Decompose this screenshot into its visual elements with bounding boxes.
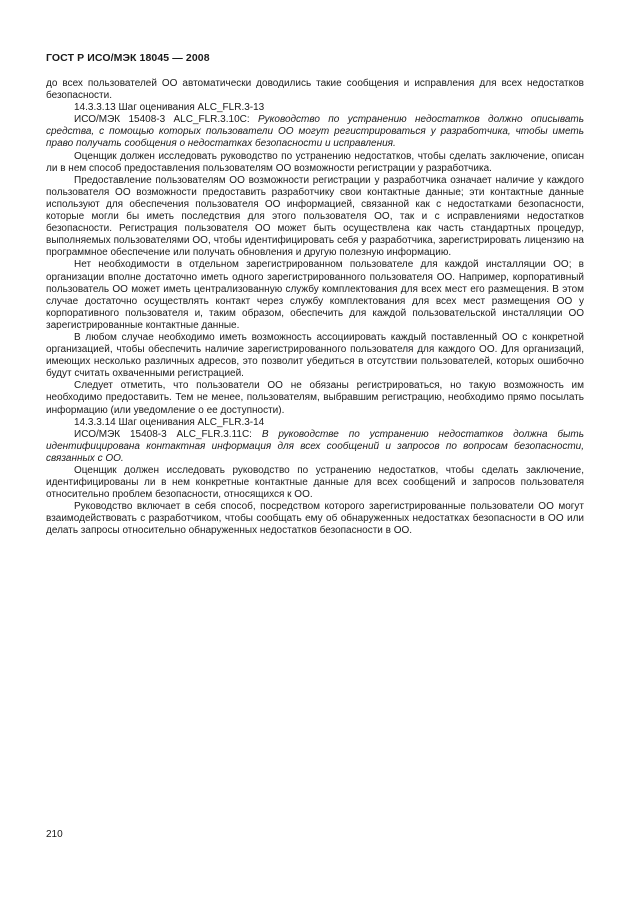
requirement-text: Руководство по устранению недостатков должно описывать средства, с помощью которых пользователи ОО могут регистрироваться у разработчика, чтобы иметь право получать сообщения о недостатках безопасности и исправления. [46,114,584,150]
page-number: 210 [46,829,63,840]
requirement-ref: ИСО/МЭК 15408-3 ALC_FLR.3.10C: [74,114,258,126]
page-header: ГОСТ Р ИСО/МЭК 18045 — 2008 [46,52,210,64]
paragraph: Предоставление пользователям ОО возможности регистрации у разработчика означает наличие у каждого пользователя ОО возможности предоставить разработчику свои контактные данные; эти контактные данные используют для обеспечения пользователя ОО информацией, связанной как с недостатками безопасности, которые могли бы иметь последствия для этого пользователя ОО, так и с исправлениями недостатков безопасности. Регистрация пользователя ОО может быть осуществлена как часть стандартных процедур, выполняемых пользователями ОО, чтобы идентифицировать себя у разработчика, зарегистрировать лицензию на программное обеспечение или получать обновления и другую полезную информацию. [46,174,584,259]
requirement-text: В руководстве по устранению недостатков должна быть идентифицирована контактная информация для всех сообщений и запросов по вопросам безопасности, связанных с ОО. [46,428,584,464]
paragraph: до всех пользователей ОО автоматически доводились такие сообщения и исправления для всех недостатков безопасности. [46,78,584,102]
page-body [46,78,584,538]
requirement-paragraph [46,429,584,465]
section-heading: 14.3.3.14 Шаг оценивания ALC_FLR.3-14 [74,416,265,428]
paragraph: Оценщик должен исследовать руководство по устранению недостатков, чтобы сделать заключение, описан ли в нем способ предоставления пользователям ОО возможности регистрации у разработчика. [46,150,584,174]
requirement-ref: ИСО/МЭК 15408-3 ALC_FLR.3.11C: [74,428,262,440]
requirement-paragraph [46,114,584,150]
paragraph: Руководство включает в себя способ, посредством которого зарегистрированные пользователи ОО могут взаимодействовать с разработчиком, чтобы сообщать ему об обнаруженных недостатках безопасности в ОО или делать запросы относительно обнаруженных недостатков безопасности в ОО. [46,501,584,537]
paragraph: Следует отметить, что пользователи ОО не обязаны регистрироваться, но такую возможность им необходимо предоставить. Тем не менее, пользователям, выбравшим регистрацию, необходимо прямо посылать информацию (или уведомление о ее доступности). [46,380,584,416]
paragraph: Оценщик должен исследовать руководство по устранению недостатков, чтобы сделать заключение, идентифицированы ли в нем конкретные контактные данные для всех сообщений и запросов пользователя относительно проблем безопасности, относящихся к ОО. [46,465,584,501]
paragraph: В любом случае необходимо иметь возможность ассоциировать каждый поставленный ОО с конкретной организацией, чтобы обеспечить наличие зарегистрированного пользователя для каждого ОО. Для организаций, имеющих несколько различных адресов, это позволит убедиться в отсутствии пользователей, которых ошибочно будут считать охваченными регистрацией. [46,331,584,380]
paragraph: Нет необходимости в отдельном зарегистрированном пользователе для каждой инсталляции ОО; в организации вполне достаточно иметь одного зарегистрированного пользователя ОО. Например, корпоративный пользователь ОО может иметь централизованную службу комплектования для всех мест его размещения. В этом случае достаточно осуществлять контакт через службу комплектования для всех мест размещения ОО у корпоративного пользователя и, таким образом, обеспечить для каждой пользовательской инсталляции ОО зарегистрированные контактные данные. [46,259,584,331]
section-heading: 14.3.3.13 Шаг оценивания ALC_FLR.3-13 [74,102,265,114]
